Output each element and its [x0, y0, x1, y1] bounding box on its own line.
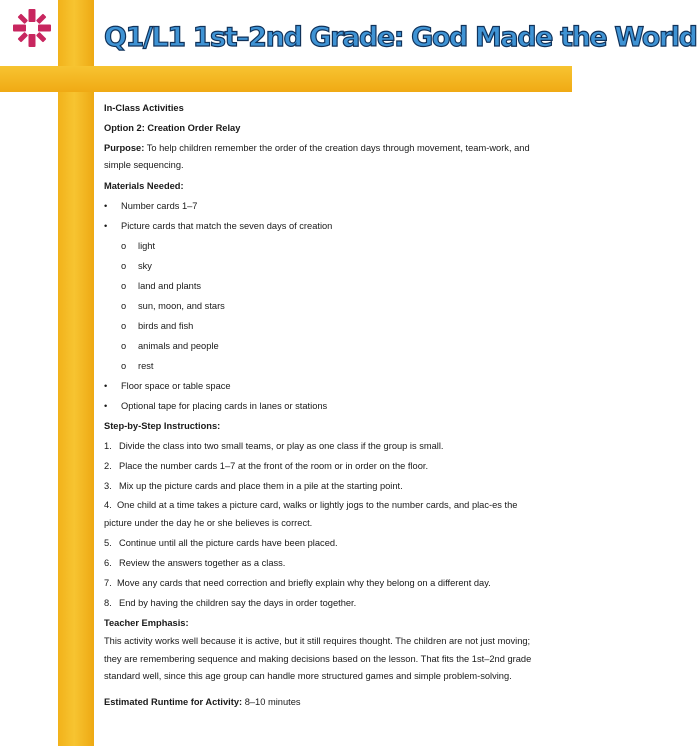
- purpose-label: Purpose:: [104, 142, 145, 153]
- sub-list-item: [104, 256, 546, 276]
- sub-list-item: [104, 356, 546, 376]
- step-number: 1.: [104, 440, 112, 451]
- sub-list-item-text: birds and fish: [138, 320, 194, 331]
- list-item: [104, 396, 546, 416]
- sub-list-item-text: rest: [138, 360, 154, 371]
- cross-vertical-bar: [58, 0, 94, 746]
- runtime-label: Estimated Runtime for Activity:: [104, 696, 243, 707]
- list-item: [104, 376, 546, 396]
- step-text: Mix up the picture cards and place them in a pile at the starting point.: [119, 480, 403, 491]
- step-text: Place the number cards 1–7 at the front of the room or in order on the floor.: [119, 460, 429, 471]
- step-number: 2.: [104, 460, 112, 471]
- materials-heading: Materials Needed:: [104, 180, 184, 191]
- sub-list-item-text: land and plants: [138, 280, 202, 291]
- cross-horizontal-bar: [0, 66, 572, 92]
- list-item-text: Floor space or table space: [121, 380, 231, 391]
- step-text: Review the answers together as a class.: [119, 558, 286, 568]
- step-number: 6.: [104, 558, 112, 568]
- step-number: 3.: [104, 480, 112, 491]
- step-item: [104, 456, 546, 476]
- list-item: [104, 196, 546, 216]
- bullet-icon: •: [104, 200, 108, 211]
- circle-bullet-icon: o: [121, 340, 127, 351]
- bullet-icon: •: [104, 380, 108, 391]
- sub-list-item-text: sky: [138, 260, 152, 271]
- step-item: [104, 476, 546, 496]
- circle-bullet-icon: o: [121, 240, 127, 251]
- circle-bullet-icon: o: [121, 280, 127, 291]
- circle-bullet-icon: o: [121, 360, 127, 371]
- step-item: [104, 436, 546, 456]
- sub-list-item-text: light: [138, 240, 156, 251]
- list-item: [104, 216, 546, 236]
- list-item-text: Optional tape for placing cards in lanes or stations: [121, 400, 328, 411]
- circle-bullet-icon: o: [121, 300, 127, 311]
- sub-list-item: [104, 296, 546, 316]
- runtime-value: 8–10 minutes: [242, 696, 301, 707]
- list-item-text: Number cards 1–7: [121, 200, 198, 211]
- runtime-line: [104, 692, 546, 712]
- step-text: Move any cards that need correction and briefly explain why they belong on a different day.: [116, 577, 491, 588]
- sub-list-item: [104, 336, 546, 356]
- step-number: 4.: [104, 500, 112, 510]
- step-number: 7.: [104, 577, 112, 588]
- step-item: [104, 533, 546, 553]
- step-text: Continue until all the picture cards have been placed.: [119, 538, 338, 548]
- step-number: 5.: [104, 538, 112, 548]
- section-heading: In-Class Activities: [104, 103, 184, 113]
- emphasis-paragraph: This activity works well because it is active, but it still requires thought. The children are not just moving; they are remembering sequence and making decisions based on the lesson. That fits the 1st–2nd grade standard well, since this age group can handle more structured games and simple problem-solving.: [104, 636, 532, 681]
- steps-heading: Step-by-Step Instructions:: [104, 420, 221, 431]
- church-logo-icon: [12, 8, 52, 48]
- list-item-text: Picture cards that match the seven days of creation: [121, 220, 333, 231]
- step-item: [104, 593, 546, 613]
- emphasis-heading: Teacher Emphasis:: [104, 618, 189, 628]
- step-text: Divide the class into two small teams, or play as one class if the group is small.: [119, 440, 444, 451]
- sub-list-item: [104, 316, 546, 336]
- circle-bullet-icon: o: [121, 260, 127, 271]
- page-title: Q1/L1 1st–2nd Grade: God Made the World: [104, 22, 697, 53]
- bullet-icon: •: [104, 220, 108, 231]
- step-number: 8.: [104, 598, 112, 608]
- sub-list-item: [104, 236, 546, 256]
- purpose-text: To help children remember the order of the creation days through movement, team-work, and simple sequencing.: [104, 142, 530, 170]
- step-text: One child at a time takes a picture card, walks or lightly jogs to the number cards, and plac-es the picture under the day he or she believes is correct.: [104, 500, 518, 528]
- sub-list-item: [104, 276, 546, 296]
- step-item: [104, 553, 546, 573]
- document-body: [104, 98, 546, 712]
- option-heading: Option 2: Creation Order Relay: [104, 123, 241, 133]
- step-item: [104, 573, 546, 593]
- sub-list-item-text: sun, moon, and stars: [138, 300, 225, 311]
- purpose-paragraph: [104, 138, 546, 176]
- sub-list-item-text: animals and people: [138, 340, 219, 351]
- bullet-icon: •: [104, 400, 108, 411]
- step-text: End by having the children say the days in order together.: [119, 598, 357, 608]
- circle-bullet-icon: o: [121, 320, 127, 331]
- step-item: [104, 496, 546, 534]
